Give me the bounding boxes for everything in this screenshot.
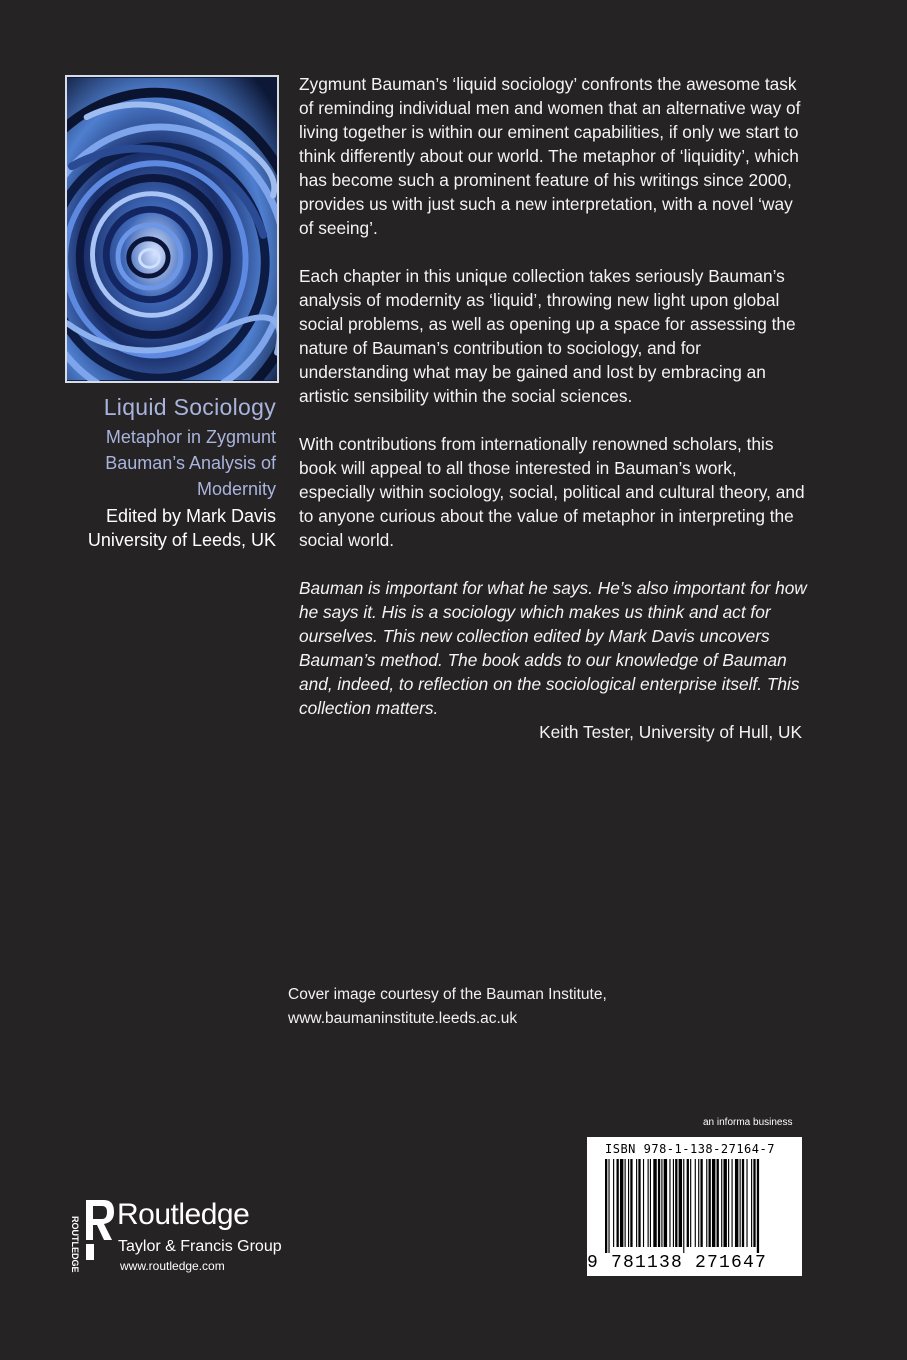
barcode-bar [732, 1159, 733, 1247]
endorsement-attribution: Keith Tester, University of Hull, UK [539, 722, 802, 742]
barcode-bar [620, 1159, 623, 1247]
barcode-bar [675, 1159, 677, 1247]
informa-tagline: an informa business [703, 1117, 793, 1128]
barcode-bar [613, 1159, 614, 1247]
barcode-bar [753, 1159, 755, 1247]
title-block [40, 392, 276, 552]
isbn-number: ISBN 978-1-138-27164-7 [605, 1142, 775, 1156]
endorsement-quote: Bauman is important for what he says. He’s also important for how he says it. His is a sociology which makes us think and act for ourselves. This new collection edited by Mark Davis uncovers Bauman’s method. The book adds to our knowledge of Bauman and, indeed, to reflection on the sociological enterprise itself. This collection matters. [299, 578, 807, 718]
barcode-bar [712, 1159, 715, 1247]
ean-number: 9 781138 271647 [587, 1253, 768, 1273]
publisher-group: Taylor & Francis Group [118, 1238, 282, 1255]
barcode-bar [661, 1159, 662, 1247]
publisher-url[interactable]: www.routledge.com [120, 1259, 225, 1273]
barcode-bar [728, 1159, 729, 1247]
back-cover-blurb [299, 72, 809, 744]
barcode-bar [605, 1159, 607, 1253]
image-credit [288, 983, 688, 1031]
barcode-bar [630, 1159, 632, 1247]
barcode-bar [687, 1159, 689, 1247]
blurb-paragraph-3: With contributions from internationally renowned scholars, this book will appeal to all those interested in Bauman’s work, especially within sociology, social, political and cultural theory, and to anyone curious about the value of metaphor in interpreting the social world. [299, 434, 805, 550]
barcode-bar [648, 1159, 649, 1247]
publisher-name: Routledge [117, 1198, 250, 1231]
image-credit-line: Cover image courtesy of the Bauman Institute, [288, 986, 607, 1003]
barcode-bar [625, 1159, 626, 1247]
barcode-bar [742, 1159, 744, 1247]
barcode-bar [669, 1159, 670, 1247]
isbn-barcode [587, 1137, 802, 1276]
book-title: Liquid Sociology [103, 394, 276, 420]
barcode-bar [690, 1159, 691, 1247]
barcode-bar [664, 1159, 667, 1247]
barcode-bar [638, 1159, 640, 1247]
barcode-bar [740, 1159, 741, 1247]
book-subtitle-line-2: Bauman’s Analysis of [105, 453, 276, 473]
book-subtitle-line-1: Metaphor in Zygmunt [105, 427, 276, 447]
barcode-bar [608, 1159, 609, 1253]
barcode-bar [717, 1159, 719, 1247]
barcode-bar [679, 1159, 682, 1247]
barcode-bar [653, 1159, 656, 1247]
barcode-bar [698, 1159, 699, 1247]
book-subtitle-line-3: Modernity [196, 479, 276, 499]
blurb-paragraph-1: Zygmunt Bauman’s ‘liquid sociology’ confronts the awesome task of reminding individual men and women that an alternative way of living together is within our eminent capabilities, if only we start to think differently about our world. The metaphor of ‘liquidity’, which has become such a prominent feature of his writings since 2000, provides us with just such a new interpretation, with a novel ‘way of seeing’. [299, 74, 801, 238]
barcode-bar [723, 1159, 726, 1247]
barcode-bar [709, 1159, 711, 1247]
barcode-bar [636, 1159, 637, 1247]
barcode-bar [650, 1159, 651, 1247]
barcode-bar [658, 1159, 660, 1247]
cover-artwork [65, 75, 279, 383]
barcode-bar [706, 1159, 707, 1247]
barcode-bar [735, 1159, 738, 1247]
barcode-bar [757, 1159, 759, 1253]
barcode-bar [695, 1159, 696, 1247]
barcode-bar [700, 1159, 702, 1247]
barcode-bar [643, 1159, 644, 1247]
barcode-bar [746, 1159, 747, 1247]
liquid-swirl-image [67, 77, 277, 381]
editor-credit: Edited by Mark Davis [105, 506, 276, 526]
barcode-bar [617, 1159, 619, 1247]
barcode-bar [683, 1159, 684, 1253]
editor-affiliation: University of Leeds, UK [87, 530, 276, 550]
routledge-vertical-wordmark: ROUTLEDGE [70, 1216, 80, 1273]
barcode-bar [628, 1159, 629, 1247]
barcode-bar [673, 1159, 674, 1247]
barcode-bar [721, 1159, 722, 1247]
blurb-paragraph-2: Each chapter in this unique collection takes seriously Bauman’s analysis of modernity as ‘liquid’, throwing new light upon global social problems, as well as opening up a space for assessing the nature of Bauman’s contribution to sociology, and for understanding what may be gained and lost by embracing an artistic sensibility within the social sciences. [299, 266, 796, 406]
image-credit-url[interactable]: www.baumaninstitute.leeds.ac.uk [288, 1010, 518, 1027]
barcode-bar [751, 1159, 752, 1247]
